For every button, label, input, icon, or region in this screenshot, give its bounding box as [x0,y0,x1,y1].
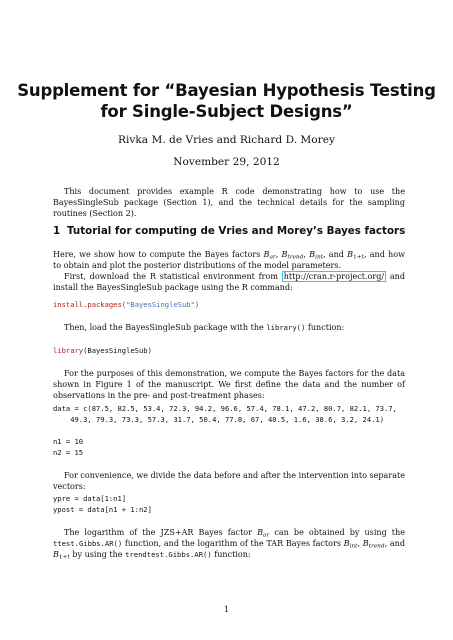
paragraph-functions: The logarithm of the JZS+AR Bayes factor $B_{ar}$ can be obtained by using the ttest.Gibbs.AR() function, and the logarithm of the TAR Bayes factors $B_{int}$, $B_{trend}$, and $B_{1+t}$ by using the trendtest.Gibbs.AR() function: [53,528,406,561]
paragraph-divide-data: For convenience, we divide the data before and after the intervention into separate vectors: [53,471,405,491]
section-title: Tutorial for computing de Vries and Morey’s Bayes factors [67,225,406,237]
code-library: library(BayesSingleSub) [53,346,152,355]
paragraph-bayes-factors: Here, we show how to compute the Bayes factors $B_{ar}$, $B_{trend}$, $B_{int}$, and $B_{1+t}$, and how to obtain and plot the posterior distributions of the model parameters. [53,250,405,270]
paper-title-line-1: Supplement for “Bayesian Hypothesis Testing [17,81,436,100]
section-heading [53,225,413,238]
code-data: data = c(87.5, 82.5, 53.4, 72.3, 94.2, 96.6, 57.4, 78.1, 47.2, 80.7, 82.1, 73.7, 49.3, 79.3, 73.3, 57.3, 31.7, 50.4, 77.8, 67, 40.5, 1.6, 38.6, 3.2, 24.1) [53,404,397,424]
abstract: This document provides example R code demonstrating how to use the BayesSingleSub package (Section 1), and the technical details for the sampling routines (Section 2). [53,187,405,218]
code-install: install.packages("BayesSingleSub") [53,300,200,309]
authors: Rivka M. de Vries and Richard D. Morey [118,134,335,146]
section-number: 1 [53,225,61,237]
date: November 29, 2012 [173,156,280,168]
paragraph-load-package: Then, load the BayesSingleSub package with the library() function: [64,323,345,332]
paper-title [0,80,453,122]
paragraph-data-definition: For the purposes of this demonstration, we compute the Bayes factors for the data shown in Figure 1 of the manuscript. We first define the data and the number of observations in the pre- and post-treatment phases: [53,369,405,400]
code-sample-sizes: n1 = 10 n2 = 15 [53,437,84,457]
paper-title-line-2: for Single-Subject Designs” [100,102,353,121]
page-number: 1 [223,604,230,614]
paragraph-download: First, download the R statistical environment from http://cran.r-project.org/ and install the BayesSingleSub package using the R command: [53,272,405,292]
code-split-vectors: ypre = data[1:n1] ypost = data[n1 + 1:n2] [53,494,152,514]
cran-link[interactable]: http://cran.r-project.org/ [283,272,385,281]
